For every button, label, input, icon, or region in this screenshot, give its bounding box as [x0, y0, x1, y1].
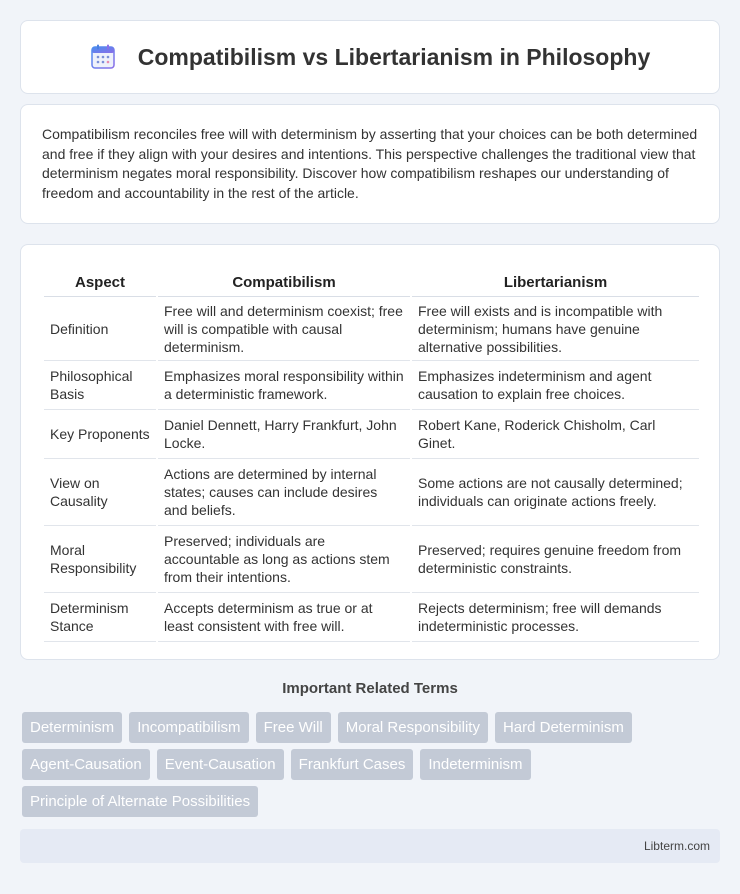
table-cell-libertarianism: Robert Kane, Roderick Chisholm, Carl Ginet. — [412, 410, 699, 459]
intro-paragraph: Compatibilism reconciles free will with determinism by asserting that your choices can be both determined and free if they align with your desires and intentions. This perspective challenges the traditional view that determinism negates moral responsibility. Discover how compatibilism reshapes our understanding of freedom and accountability in the rest of the article. — [42, 126, 698, 201]
term-tag-event-causation[interactable]: Event-Causation — [157, 749, 284, 780]
term-tag-moral-responsibility[interactable]: Moral Responsibility — [338, 712, 488, 743]
table-cell-compatibilism: Daniel Dennett, Harry Frankfurt, John Locke. — [158, 410, 410, 459]
table-row — [44, 526, 699, 593]
table-cell-aspect: Moral Responsibility — [44, 526, 156, 593]
related-terms-list — [22, 712, 722, 823]
table-cell-libertarianism: Some actions are not causally determined; individuals can originate actions freely. — [412, 459, 699, 526]
related-terms-title: Important Related Terms — [282, 680, 458, 697]
table-cell-compatibilism: Actions are determined by internal states; causes can include desires and beliefs. — [158, 459, 410, 526]
term-tag-frankfurt-cases[interactable]: Frankfurt Cases — [291, 749, 414, 780]
table-row — [44, 593, 699, 642]
column-header-libertarianism: Libertarianism — [412, 265, 699, 297]
table-cell-aspect: Definition — [44, 297, 156, 361]
term-tag-agent-causation[interactable]: Agent-Causation — [22, 749, 150, 780]
table-cell-compatibilism: Accepts determinism as true or at least consistent with free will. — [158, 593, 410, 642]
table-cell-aspect: Key Proponents — [44, 410, 156, 459]
term-tag-free-will[interactable]: Free Will — [256, 712, 331, 743]
table-cell-compatibilism: Emphasizes moral responsibility within a deterministic framework. — [158, 361, 410, 410]
intro-card — [20, 104, 720, 224]
footer-site-link[interactable]: Libterm.com — [643, 839, 710, 853]
term-tag-incompatibilism[interactable]: Incompatibilism — [129, 712, 248, 743]
term-tag-principle-of-alternate-possibilities[interactable]: Principle of Alternate Possibilities — [22, 786, 258, 817]
term-tag-indeterminism[interactable]: Indeterminism — [420, 749, 530, 780]
table-cell-compatibilism: Free will and determinism coexist; free will is compatible with causal determinism. — [158, 297, 410, 361]
table-cell-compatibilism: Preserved; individuals are accountable as long as actions stem from their intentions. — [158, 526, 410, 593]
term-tag-determinism[interactable]: Determinism — [22, 712, 122, 743]
table-cell-aspect: Philosophical Basis — [44, 361, 156, 410]
table-row — [44, 361, 699, 410]
comparison-card — [20, 244, 720, 660]
table-header-row — [44, 265, 699, 297]
table-cell-aspect: View on Causality — [44, 459, 156, 526]
table-cell-libertarianism: Rejects determinism; free will demands indeterministic processes. — [412, 593, 699, 642]
calendar-icon — [90, 44, 116, 70]
table-cell-aspect: Determinism Stance — [44, 593, 156, 642]
table-row — [44, 297, 699, 361]
table-row — [44, 459, 699, 526]
header-card — [20, 20, 720, 94]
table-row — [44, 410, 699, 459]
table-cell-libertarianism: Preserved; requires genuine freedom from deterministic constraints. — [412, 526, 699, 593]
footer — [20, 829, 720, 863]
table-cell-libertarianism: Free will exists and is incompatible with determinism; humans have genuine alternative possibilities. — [412, 297, 699, 361]
column-header-aspect: Aspect — [44, 265, 156, 297]
table-cell-libertarianism: Emphasizes indeterminism and agent causation to explain free choices. — [412, 361, 699, 410]
comparison-table — [42, 265, 701, 642]
term-tag-hard-determinism[interactable]: Hard Determinism — [495, 712, 632, 743]
column-header-compatibilism: Compatibilism — [158, 265, 410, 297]
page-title: Compatibilism vs Libertarianism in Philosophy — [137, 43, 651, 70]
